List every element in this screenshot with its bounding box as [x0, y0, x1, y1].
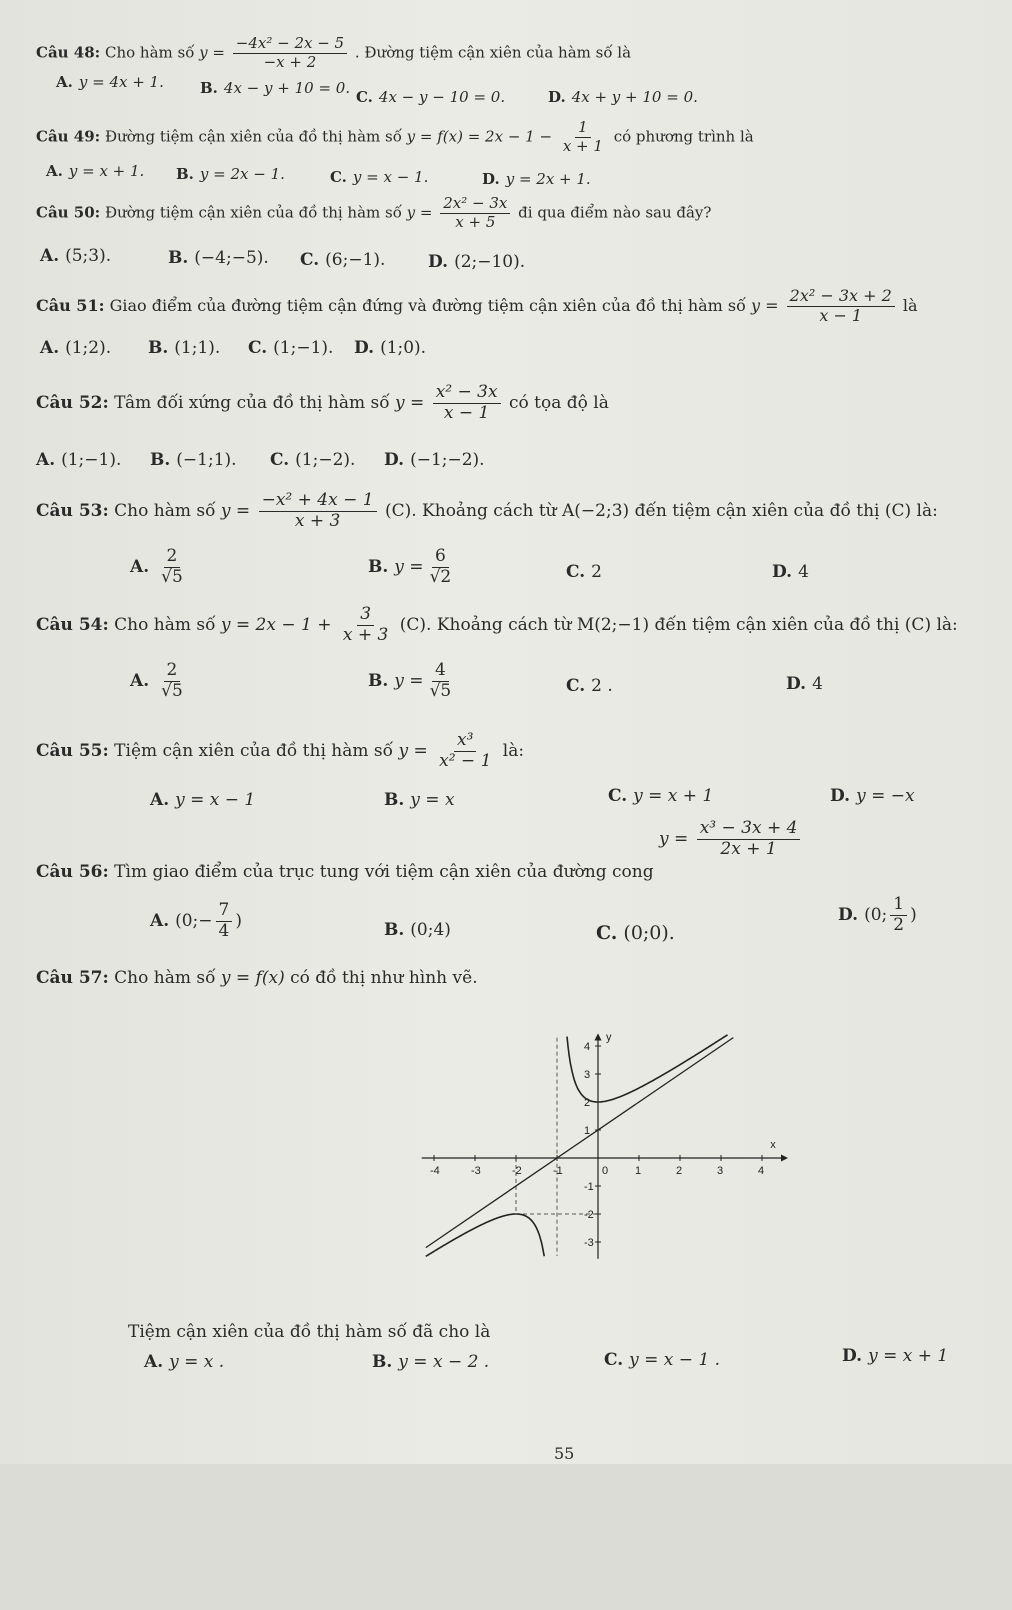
q49-option-c: C. y = x − 1.	[330, 168, 429, 186]
q48-option-c: C. 4x − y − 10 = 0.	[356, 88, 506, 106]
q57-option-a: A. y = x .	[144, 1352, 225, 1372]
q54-option-c: C. 2 .	[566, 676, 613, 696]
question-51: Câu 51: Giao điểm của đường tiệm cận đứng và đường tiệm cận xiên của đồ thị hàm số y = $\frac{\text{2x² − 3x + 2}}{x - 1}$ là	[36, 286, 918, 325]
q52-option-c: C. (1;−2).	[270, 450, 356, 470]
q49-option-a: A. y = x + 1.	[46, 162, 145, 180]
x-axis-label: x	[770, 1139, 776, 1151]
question-49: Câu 49: Đường tiệm cận xiên của đồ thị hàm số y = f(x) = 2x − 1 − $\frac{1}{x + 1}$ có phương trình là	[36, 118, 754, 155]
q56-option-a: A. (0;− $\frac{7}{4}$ )	[150, 900, 242, 941]
x-tick-label: 2	[676, 1165, 683, 1177]
y-tick-label: -2	[584, 1209, 594, 1221]
q54-option-d: D. 4	[786, 674, 823, 694]
question-57: Câu 57: Cho hàm số y = f(x) có đồ thị như hình vẽ.	[36, 968, 478, 988]
x-tick-label: 0	[602, 1165, 609, 1177]
q48-option-b: B. 4x − y + 10 = 0.	[200, 79, 351, 97]
x-tick-label: 1	[635, 1165, 642, 1177]
q55-option-b: B. y = x	[384, 790, 455, 810]
y-tick-label: 3	[584, 1069, 591, 1081]
q48-option-d: D. 4x + y + 10 = 0.	[548, 88, 698, 106]
q49-option-b: B. y = 2x − 1.	[176, 165, 285, 183]
x-tick-label: -3	[471, 1165, 481, 1177]
y-tick-label: -3	[584, 1237, 594, 1249]
question-52: Câu 52: Tâm đối xứng của đồ thị hàm số y = $\frac{\text{x² − 3x}}{x - 1}$ có tọa độ là	[36, 382, 609, 423]
q51-option-a: A. (1;2).	[40, 338, 112, 358]
q57-option-b: B. y = x − 2 .	[372, 1352, 490, 1372]
question-55: Câu 55: Tiệm cận xiên của đồ thị hàm số y = $\frac{\text{x³}}{\text{x² − 1}}$ là:	[36, 730, 525, 771]
q54-option-b: B. y = $\frac{4}{√5}$	[368, 660, 452, 701]
q56-option-c: C. (0;0).	[596, 922, 675, 944]
x-tick-label: 4	[758, 1165, 765, 1177]
x-tick-label: -2	[512, 1165, 522, 1177]
q52-option-a: A. (1;−1).	[36, 450, 122, 470]
q54-option-a: A. $\frac{2}{√5}$	[130, 660, 183, 701]
q53-option-a: A. $\frac{2}{√5}$	[130, 546, 183, 587]
q53-option-b: B. y = $\frac{6}{√2}$	[368, 546, 452, 587]
q55-option-a: A. y = x − 1	[150, 790, 256, 810]
y-axis-label: y	[606, 1031, 612, 1044]
q51-option-d: D. (1;0).	[354, 338, 427, 358]
q50-option-b: B. (−4;−5).	[168, 248, 269, 268]
q48-option-a: A. y = 4x + 1.	[56, 73, 164, 91]
page-number: 55	[554, 1444, 575, 1463]
function-graph	[420, 990, 820, 1610]
y-tick-label: 2	[584, 1097, 591, 1109]
q52-option-b: B. (−1;1).	[150, 450, 237, 470]
question-57-prompt: Tiệm cận xiên của đồ thị hàm số đã cho là	[128, 1322, 491, 1342]
q55-option-d: D. y = −x	[830, 786, 915, 806]
q53-option-c: C. 2	[566, 562, 602, 582]
q56-option-d: D. (0; $\frac{1}{2}$ )	[838, 894, 917, 935]
question-53: Câu 53: Cho hàm số y = $\frac{\text{−x² + 4x − 1}}{x + 3}$ (C). Khoảng cách từ A(−2;3) đến tiệm cận xiên của đồ thị (C) là:	[36, 490, 938, 531]
q50-option-a: A. (5;3).	[40, 246, 112, 266]
question-48: Câu 48: Cho hàm số y = $\frac{\text{−4x² − 2x − 5}}{-x + 2}$ . Đường tiệm cận xiên của hàm số là	[36, 34, 632, 71]
q53-option-d: D. 4	[772, 562, 809, 582]
y-tick-label: 1	[584, 1125, 591, 1137]
y-tick-label: 4	[584, 1041, 591, 1053]
q49-option-d: D. y = 2x + 1.	[482, 170, 591, 188]
curve-right-branch	[567, 1035, 728, 1102]
y-tick-label: -1	[584, 1181, 594, 1193]
q56-option-b: B. (0;4)	[384, 920, 451, 940]
oblique-asymptote-line	[426, 1038, 734, 1248]
q52-option-d: D. (−1;−2).	[384, 450, 485, 470]
x-tick-label: 3	[717, 1165, 724, 1177]
question-56: Câu 56: Tìm giao điểm của trục tung với tiệm cận xiên của đường cong y = $\frac{\text{x³ − 3x + 4}}{2x + 1}$	[36, 820, 803, 882]
q57-option-d: D. y = x + 1	[842, 1346, 949, 1366]
q57-option-c: C. y = x − 1 .	[604, 1350, 721, 1370]
x-tick-label: -1	[553, 1165, 563, 1177]
question-54: Câu 54: Cho hàm số y = 2x − 1 + $\frac{3}{x + 3}$ (C). Khoảng cách từ M(2;−1) đến tiệm cận xiên của đồ thị (C) là:	[36, 604, 958, 645]
q55-option-c: C. y = x + 1	[608, 786, 714, 806]
x-tick-label: -4	[430, 1165, 440, 1177]
question-50: Câu 50: Đường tiệm cận xiên của đồ thị hàm số y = $\frac{\text{2x² − 3x}}{x + 5}$ đi qua điểm nào sau đây?	[36, 194, 712, 231]
q50-option-c: C. (6;−1).	[300, 250, 386, 270]
q51-option-b: B. (1;1).	[148, 338, 221, 358]
q51-option-c: C. (1;−1).	[248, 338, 334, 358]
q50-option-d: D. (2;−10).	[428, 252, 526, 272]
